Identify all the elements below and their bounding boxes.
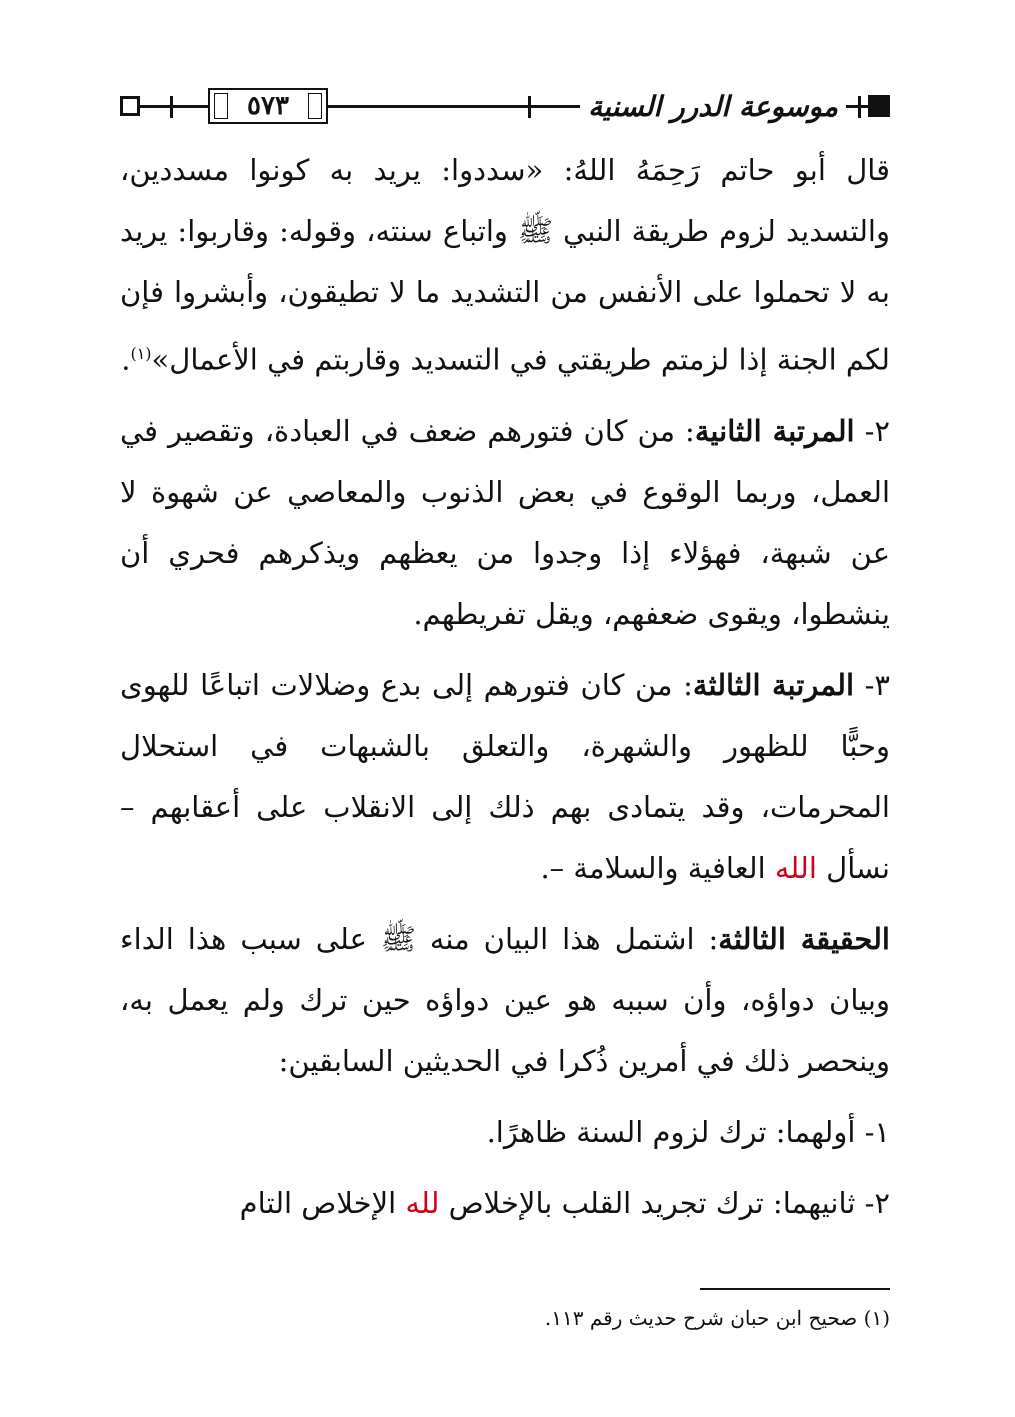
- footnote-separator: [700, 1288, 890, 1290]
- header-tick: [170, 96, 173, 118]
- page-number: ٥٧٣: [247, 91, 289, 121]
- page-number-box: [208, 88, 328, 124]
- header-tick: [858, 96, 861, 118]
- divine-name: لله: [405, 1185, 440, 1220]
- header-ornament-right: [868, 95, 890, 117]
- list-item-rank-3: ٣- المرتبة الثالثة: من كان فتورهم إلى بدع وضلالات اتباعًا للهوى وحبًّا للظهور والشهرة، والتعلق بالشبهات في استحلال المحرمات، وقد يتمادى بهم ذلك إلى الانقلاب على أعقابهم – نسأل الله العافية والسلامة –.: [120, 667, 890, 885]
- page-header: [120, 82, 890, 132]
- footnote-ref: (١): [130, 344, 152, 363]
- third-fact-title: الحقيقة الثالثة: [718, 921, 890, 956]
- book-title: موسوعة الدرر السنية: [580, 82, 846, 130]
- page-body: [120, 140, 890, 1234]
- rank-2-title: المرتبة الثانية: [694, 413, 855, 448]
- footnote: (١) صحيح ابن حبان شرح حديث رقم ١١٣.: [544, 1306, 890, 1330]
- point-2: ٢- ثانيهما: ترك تجريد القلب بالإخلاص لله الإخلاص التام: [239, 1185, 890, 1220]
- point-1: ١- أولهما: ترك لزوم السنة ظاهرًا.: [486, 1114, 890, 1149]
- third-fact-paragraph: الحقيقة الثالثة: اشتمل هذا البيان منه ﷺ على سبب هذا الداء وبيان دواؤه، وأن سببه هو عين دواؤه حين ترك ولم يعمل به، وينحصر ذلك في أمرين ذُكرا في الحديثين السابقين:: [120, 921, 890, 1078]
- header-tick: [528, 96, 531, 118]
- rank-3-title: المرتبة الثالثة: [692, 667, 855, 702]
- list-item-rank-2: ٢- المرتبة الثانية: من كان فتورهم ضعف في العبادة، وتقصير في العمل، وربما الوقوع في بعض الذنوب والمعاصي عن شهوة لا عن شبهة، فهؤلاء إذا وجدوا من يعظهم ويذكرهم فحري أن ينشطوا، ويقوى ضعفهم، ويقل تفريطهم.: [120, 413, 890, 631]
- quote-paragraph: قال أبو حاتم رَحِمَهُ اللهُ: «سددوا: يريد به كونوا مسددين، والتسديد لزوم طريقة النبي ﷺ واتباع سنته، وقوله: وقاربوا: يريد به لا تحملوا على الأنفس من التشديد ما لا تطيقون، وأبشروا فإن لكم الجنة إذا لزمتم طريقتي في التسديد وقاربتم في الأعمال»$^{(١)}$.: [120, 153, 890, 377]
- divine-name: الله: [774, 850, 817, 885]
- header-ornament-left: [120, 96, 140, 116]
